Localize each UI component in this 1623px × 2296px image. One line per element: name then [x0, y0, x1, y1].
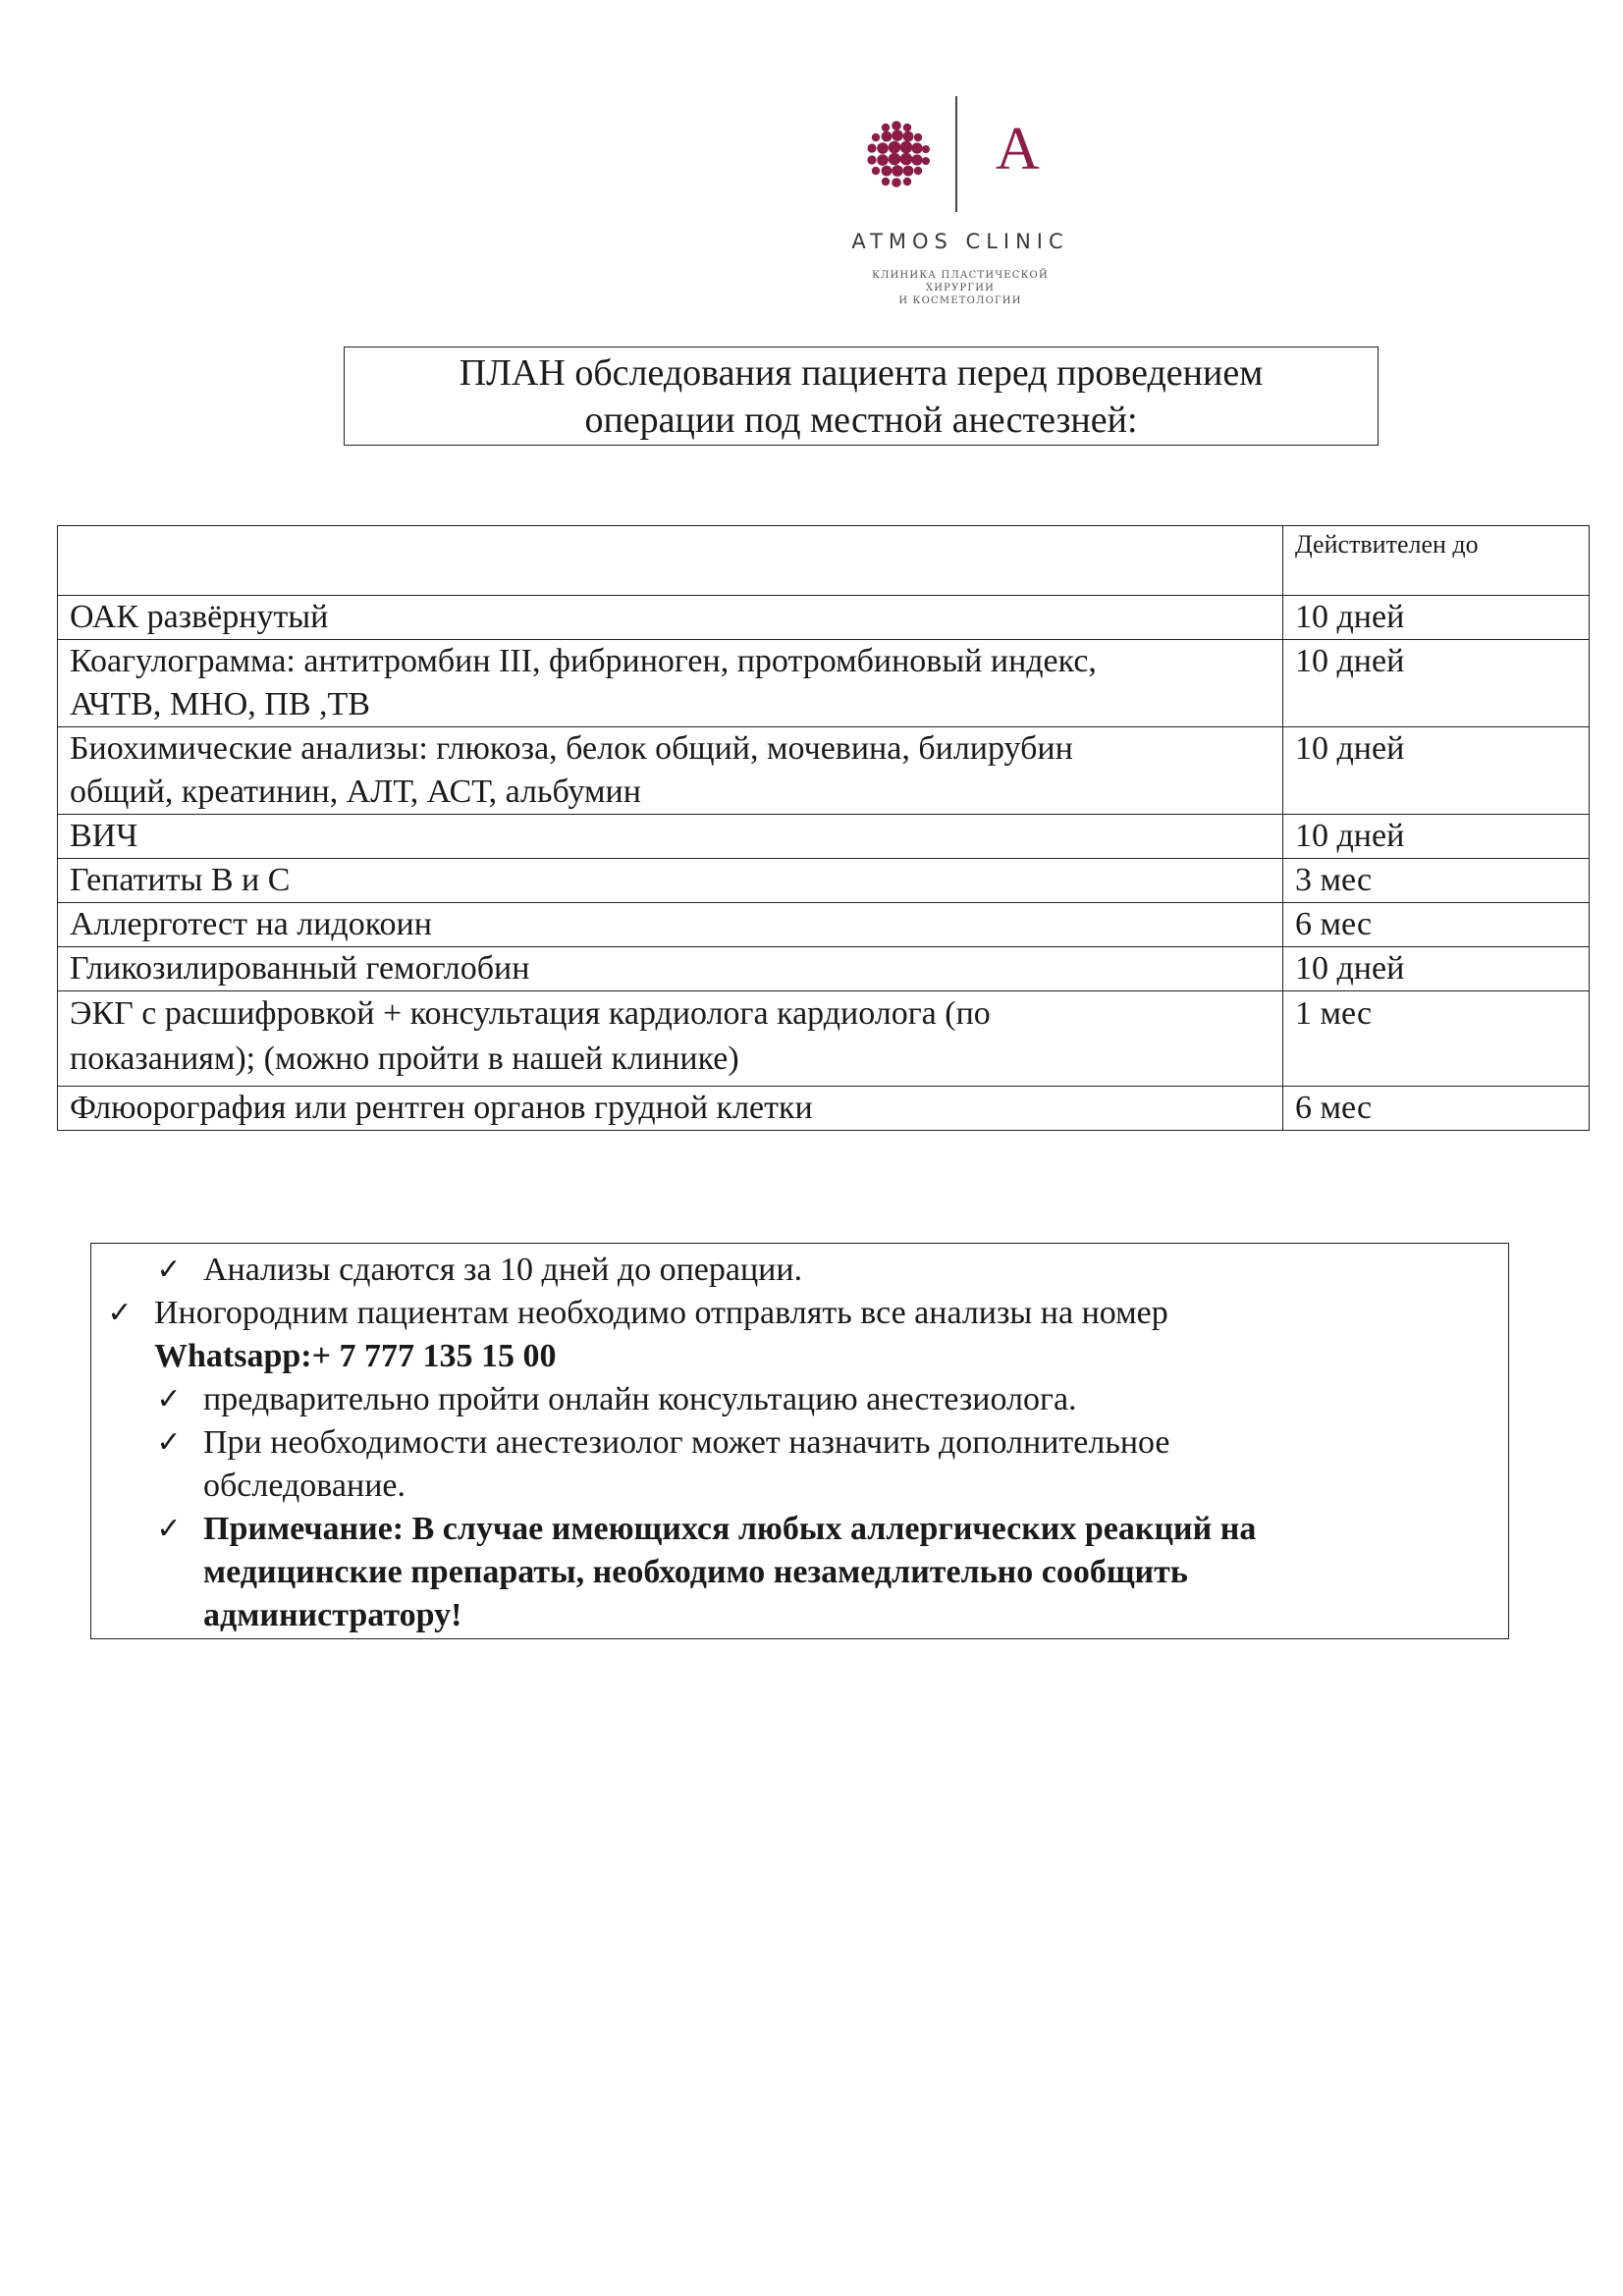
logo-letter: A [996, 116, 1040, 183]
row-item-line: Коагулограмма: антитромбин III, фибриноген, протромбиновый индекс, [70, 643, 1097, 679]
row-valid-cell: 3 мес [1283, 859, 1590, 903]
row-item-line: общий, креатинин, АЛТ, АСТ, альбумин [70, 774, 641, 810]
row-valid-cell: 6 мес [1283, 903, 1590, 947]
dotted-sphere-icon [867, 121, 930, 187]
table-row [58, 991, 1590, 1087]
logo-mark [848, 96, 1082, 218]
row-item-cell [58, 991, 1283, 1087]
row-item-cell: ОАК развёрнутый [58, 596, 1283, 640]
allergy-note-text: администратору! [203, 1597, 462, 1633]
header-item-cell [58, 526, 1283, 596]
logo-tagline-line2: И КОСМЕТОЛОГИИ [898, 295, 1022, 306]
note-text: Анализы сдаются за 10 дней до операции. [203, 1252, 803, 1288]
row-item-cell [58, 640, 1283, 727]
row-item-cell: Гепатиты В и С [58, 859, 1283, 903]
row-item-cell [58, 727, 1283, 815]
table-row [58, 1087, 1590, 1131]
document-title-line2: операции под местной анестезней: [584, 399, 1138, 441]
checkmark-icon: ✓ [156, 1425, 182, 1460]
exam-plan-table [57, 525, 1590, 1131]
allergy-note-text: Примечание: В случае имеющихся любых аллергических реакций на [203, 1511, 1257, 1547]
table-row [58, 596, 1590, 640]
clinic-logo [842, 94, 1078, 310]
logo-tagline-line1: КЛИНИКА ПЛАСТИЧЕСКОЙ ХИРУРГИИ [872, 270, 1049, 294]
row-item-line: показаниям); (можно пройти в нашей клинике) [70, 1041, 739, 1077]
checkmark-icon: ✓ [107, 1296, 133, 1330]
row-valid-cell: 10 дней [1283, 596, 1590, 640]
row-valid-cell: 10 дней [1283, 947, 1590, 991]
checkmark-icon: ✓ [156, 1512, 182, 1546]
table-row [58, 727, 1590, 815]
table-row [58, 815, 1590, 859]
row-valid-cell: 10 дней [1283, 640, 1590, 727]
note-text: обследование. [203, 1468, 406, 1504]
logo-tagline [842, 269, 1078, 307]
note-text: При необходимости анестезиолог может назначить дополнительное [203, 1424, 1170, 1461]
table-header-row [58, 526, 1590, 596]
table-row [58, 859, 1590, 903]
document-title-box [344, 347, 1379, 446]
note-text: предварительно пройти онлайн консультацию анестезиолога. [203, 1381, 1077, 1417]
row-item-cell: Гликозилированный гемоглобин [58, 947, 1283, 991]
row-item-line: Биохимические анализы: глюкоза, белок общий, мочевина, билирубин [70, 730, 1073, 767]
checkmark-icon: ✓ [156, 1382, 182, 1416]
allergy-note-text: медицинские препараты, необходимо незамедлительно сообщить [203, 1554, 1188, 1590]
row-item-cell: Флюорография или рентген органов грудной клетки [58, 1087, 1283, 1131]
document-title-line1: ПЛАН обследования пациента перед проведением [459, 351, 1264, 394]
whatsapp-number: Whatsapp:+ 7 777 135 15 00 [154, 1338, 557, 1374]
header-valid-cell: Действителен до [1283, 526, 1590, 596]
note-text: Иногородним пациентам необходимо отправлять все анализы на номер [154, 1295, 1168, 1331]
row-item-cell: ВИЧ [58, 815, 1283, 859]
checkmark-icon: ✓ [156, 1253, 182, 1287]
table-row [58, 903, 1590, 947]
row-item-line: АЧТВ, МНО, ПВ ,ТВ [70, 686, 370, 722]
row-valid-cell: 10 дней [1283, 727, 1590, 815]
logo-name: ATMOS CLINIC [851, 230, 1069, 253]
row-valid-cell: 10 дней [1283, 815, 1590, 859]
row-item-cell: Аллерготест на лидокоин [58, 903, 1283, 947]
row-valid-cell: 1 мес [1283, 991, 1590, 1087]
row-valid-cell: 6 мес [1283, 1087, 1590, 1131]
table-row [58, 947, 1590, 991]
notes-box [90, 1243, 1509, 1639]
row-item-line: ЭКГ с расшифровкой + консультация кардиолога кардиолога (по [70, 995, 991, 1032]
table-row [58, 640, 1590, 727]
